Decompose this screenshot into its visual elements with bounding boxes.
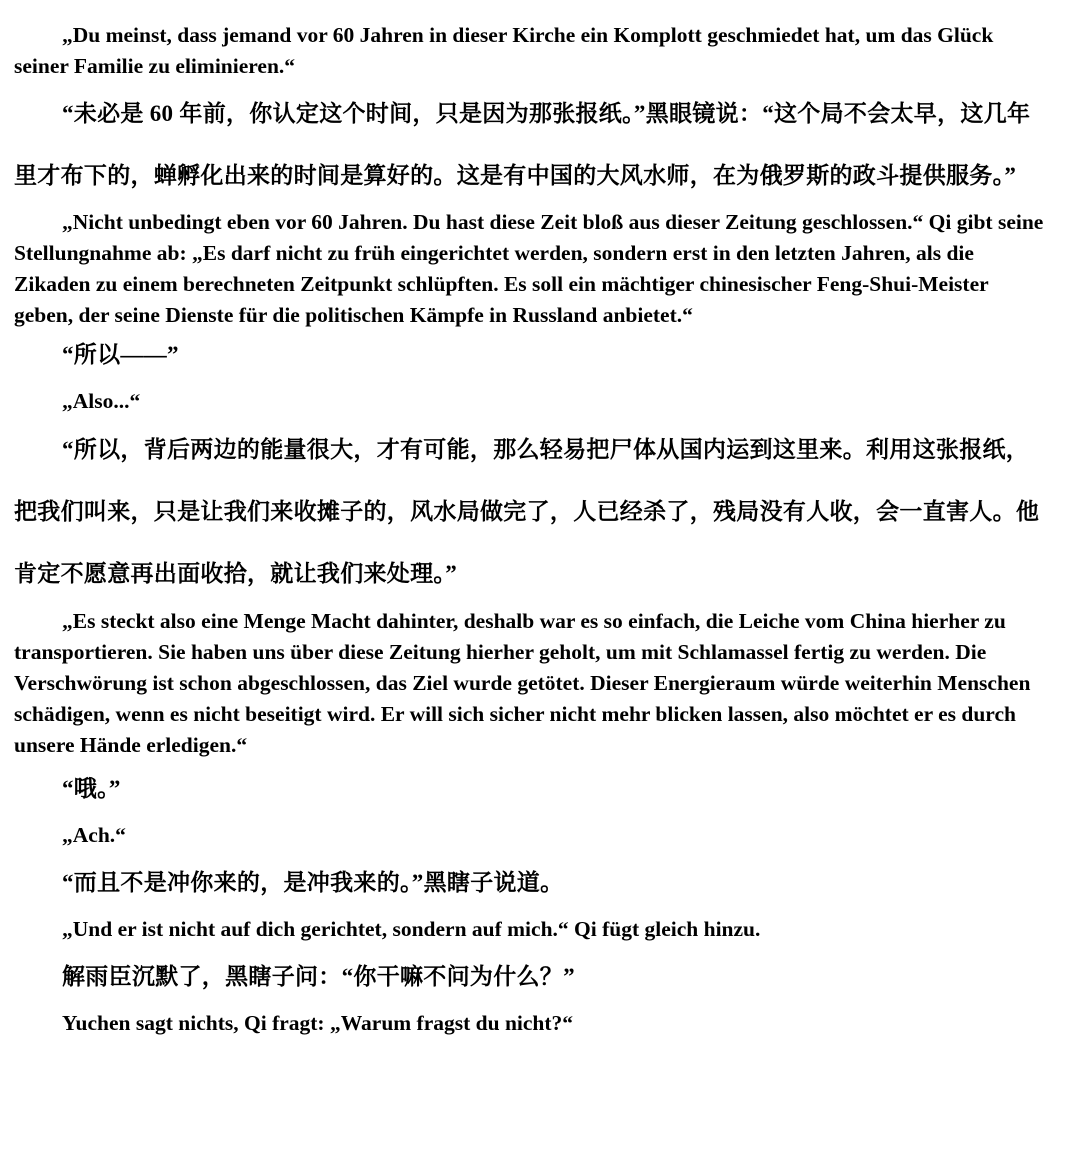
paragraph-zh-3: “所以，背后两边的能量很大，才有可能，那么轻易把尸体从国内运到这里来。利用这张报纸，把我们叫来，只是让我们来收摊子的，风水局做完了，人已经杀了，残局没有人收，会一直害人。他肯定不愿意再出面收拾，就让我们来处理。” [14,437,1040,586]
document-page [14,0,1044,1047]
paragraph-de-7: Yuchen sagt nichts, Qi fragt: „Warum fragst du nicht?“ [62,1011,574,1035]
paragraph-de-1: „Du meinst, dass jemand vor 60 Jahren in dieser Kirche ein Komplott geschmiedet hat, um das Glück seiner Familie zu eliminieren.“ [14,23,994,78]
paragraph-zh-5: “而且不是冲你来的，是冲我来的。”黑瞎子说道。 [62,870,564,895]
paragraph-zh-6: 解雨臣沉默了，黑瞎子问：“你干嘛不问为什么？” [62,964,575,989]
paragraph-de-3: „Also...“ [62,389,141,413]
paragraph-de-5: „Ach.“ [62,823,126,847]
paragraph-de-6: „Und er ist nicht auf dich gerichtet, sondern auf mich.“ Qi fügt gleich hinzu. [62,917,761,941]
paragraph-zh-1: “未必是 60 年前，你认定这个时间，只是因为那张报纸。”黑眼镜说：“这个局不会太早，这几年里才布下的，蝉孵化出来的时间是算好的。这是有中国的大风水师，在为俄罗斯的政斗提供服务。” [14,101,1031,188]
paragraph-de-4: „Es steckt also eine Menge Macht dahinter, deshalb war es so einfach, die Leiche vom China hierher zu transportieren. Sie haben uns über diese Zeitung hierher geholt, um mit Schlamassel fertig zu werden. Die Verschwörung ist schon abgeschlossen, das Ziel wurde getötet. Dieser Energieraum würde weiterhin Menschen schädigen, wenn es nicht beseitigt wird. Er will sich sicher nicht mehr blicken lassen, also möchtet er es durch unsere Hände erledigen.“ [14,609,1031,757]
paragraph-zh-4: “哦。” [62,776,121,801]
paragraph-de-2: „Nicht unbedingt eben vor 60 Jahren. Du hast diese Zeit bloß aus dieser Zeitung geschlossen.“ Qi gibt seine Stellungnahme ab: „Es darf nicht zu früh eingerichtet werden, sondern erst in den letzten Jahren, als die Zikaden zu einem berechneten Zeitpunkt schlüpften. Es soll ein mächtiger chinesischer Feng-Shui-Meister geben, der seine Dienste für die politischen Kämpfe in Russland anbietet.“ [14,210,1044,327]
paragraph-zh-2: “所以——” [62,342,179,367]
